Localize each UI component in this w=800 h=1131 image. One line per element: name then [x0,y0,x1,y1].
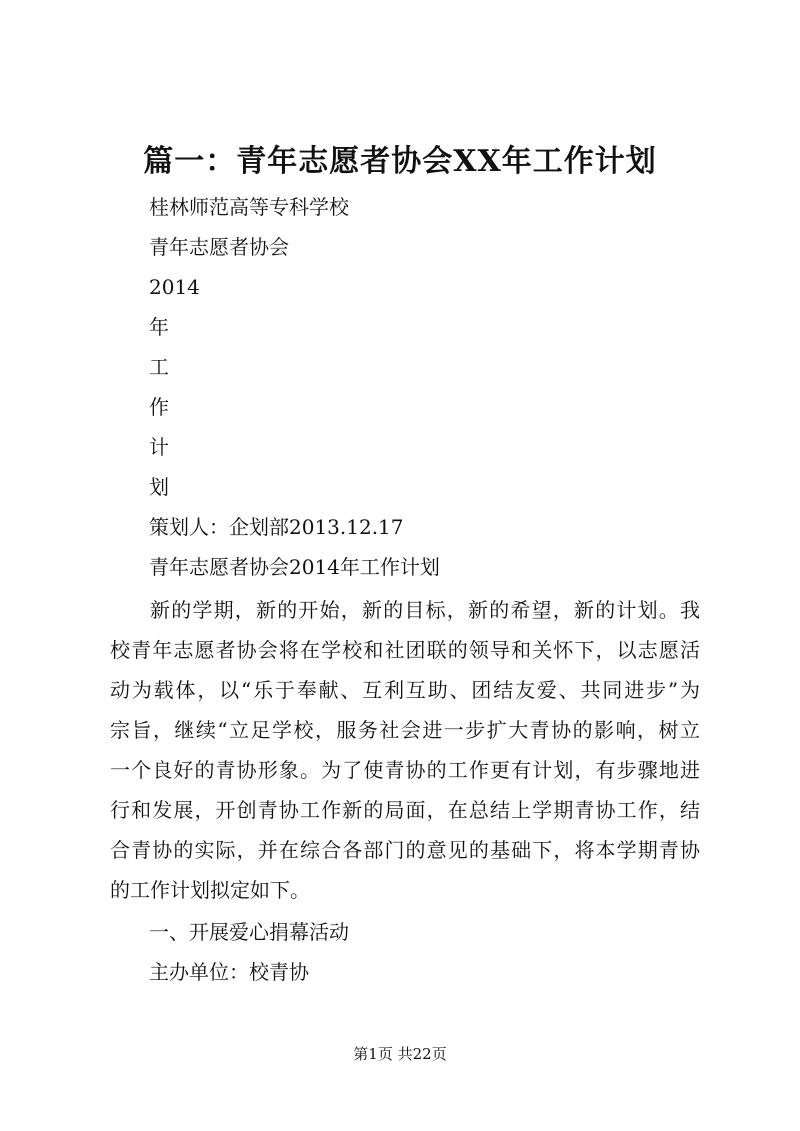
vertical-char-line: 作 [149,395,169,419]
paragraph-line: 合青协的实际，并在综合各部门的意见的基础下，将本学期青协 [110,838,700,862]
document-title: 篇一：青年志愿者协会XX年工作计划 [143,144,657,179]
school-name-line: 桂林师范高等专科学校 [149,195,349,219]
organizer-line: 主办单位：校青协 [149,960,309,984]
section-heading: 一、开展爱心捐幕活动 [149,920,349,944]
vertical-char-line: 年 [149,315,169,339]
paragraph-line: 一个良好的青协形象。为了使青协的工作更有计划，有步骤地进 [110,758,700,782]
intro-paragraph [110,590,700,910]
page-indicator: 第1页 共22页 [353,1045,447,1063]
association-name-line: 青年志愿者协会 [149,235,289,259]
year-line: 2014 [149,275,200,299]
paragraph-line: 宗旨，继续“立足学校，服务社会进一步扩大青协的影响，树立 [110,718,700,742]
vertical-char-line: 划 [149,475,169,499]
vertical-char-line: 工 [149,355,169,379]
paragraph-line: 动为载体，以“乐于奉献、互利互助、团结友爱、共同进步”为 [110,678,700,702]
planner-line: 策划人：企划部2013.12.17 [149,515,404,539]
paragraph-line: 的工作计划拟定如下。 [110,878,310,902]
plan-subtitle-line: 青年志愿者协会2014年工作计划 [149,555,440,579]
vertical-char-line: 计 [149,435,169,459]
paragraph-line: 行和发展，开创青协工作新的局面，在总结上学期青协工作，结 [110,798,700,822]
paragraph-line: 校青年志愿者协会将在学校和社团联的领导和关怀下，以志愿活 [110,638,700,662]
paragraph-line: 新的学期，新的开始，新的目标，新的希望，新的计划。我 [150,598,700,622]
